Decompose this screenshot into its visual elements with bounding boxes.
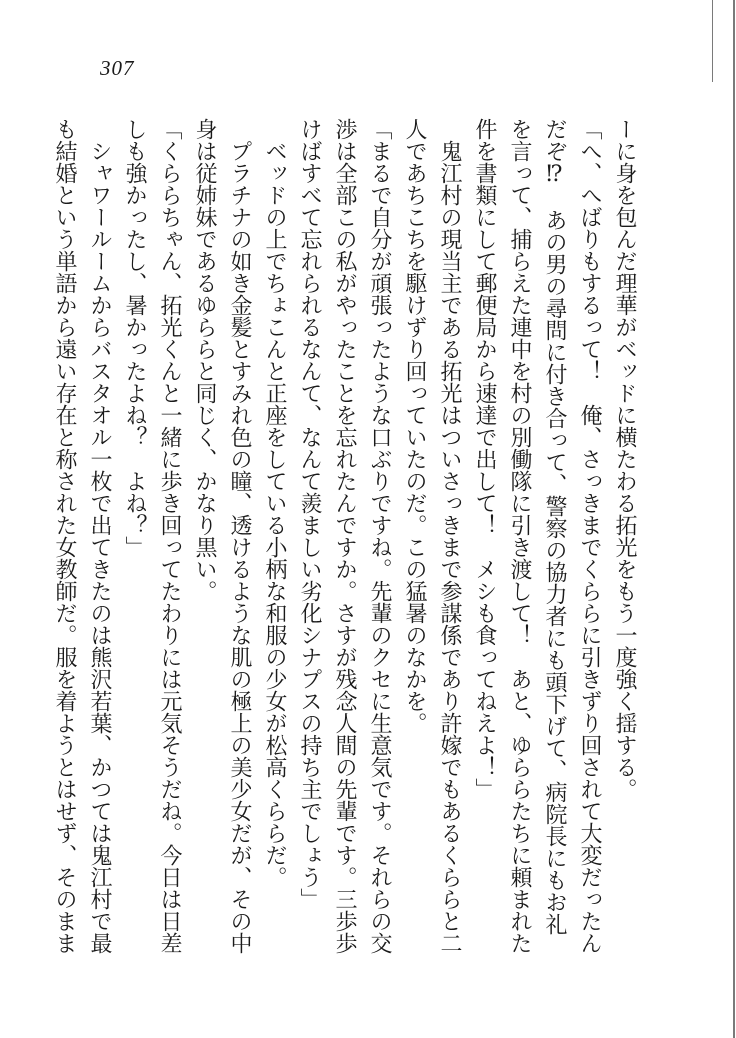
novel-text-block: [48, 118, 643, 956]
page-number: 307: [100, 56, 135, 80]
page-edge-line: [733, 0, 735, 1038]
paragraph-5: ベッドの上でちょこんと正座をしている小柄な和服の少女が松高くららだ。: [263, 140, 288, 888]
paragraph-4: 「まるで自分が頑張ったような口ぶりですね。先輩のクセに生意気です。それらの交渉は全部この私がやったことを忘れたんですか。さすが残念人間の先輩です。三歩歩けばすべて忘れられるなんて、なんて羨ましい劣化シナプスの持ち主でしょう」: [298, 118, 393, 954]
paragraph-8: シャワールームからバスタオル一枚で出てきたのは熊沢若葉、かつては鬼江村で最も結婚という単語から遠い存在と称された女教師だ。服を着ようとはせず、そのまま: [53, 118, 113, 954]
paragraph-1: ーに身を包んだ理華がベッドに横たわる拓光をもう一度強く揺する。: [613, 118, 638, 800]
paragraph-3: 鬼江村の現当主である拓光はついさっきまで参謀係であり許嫁でもあるくららと二人であちこちを駆けずり回っていたのだ。この猛暑のなかを。: [403, 118, 463, 954]
paragraph-2: 「へ、へばりもするって！ 俺、さっきまでくららに引きずり回されて大変だったんだぞ⁉ あの男の尋問に付き合って、警察の協力者にも頭下げて、病院長にもお礼を言って、捕らえた連中を村の別働隊に引き渡して！ あと、ゆららたちに頼まれた件を書類にして郵便局から速達で出して！ メシも食ってねえよ！」: [473, 118, 603, 954]
paragraph-6: プラチナの如き金髪とすみれ色の瞳、透けるような肌の極上の美少女だが、その中身は従姉妹であるゆららと同じく、かなり黒い。: [193, 118, 253, 954]
page-corner-line: [712, 0, 713, 82]
paragraph-7: 「くららちゃん、拓光くんと一緒に歩き回ってたわりには元気そうだね。今日は日差しも強かったし、暑かったよね？ よね？」: [123, 118, 183, 954]
